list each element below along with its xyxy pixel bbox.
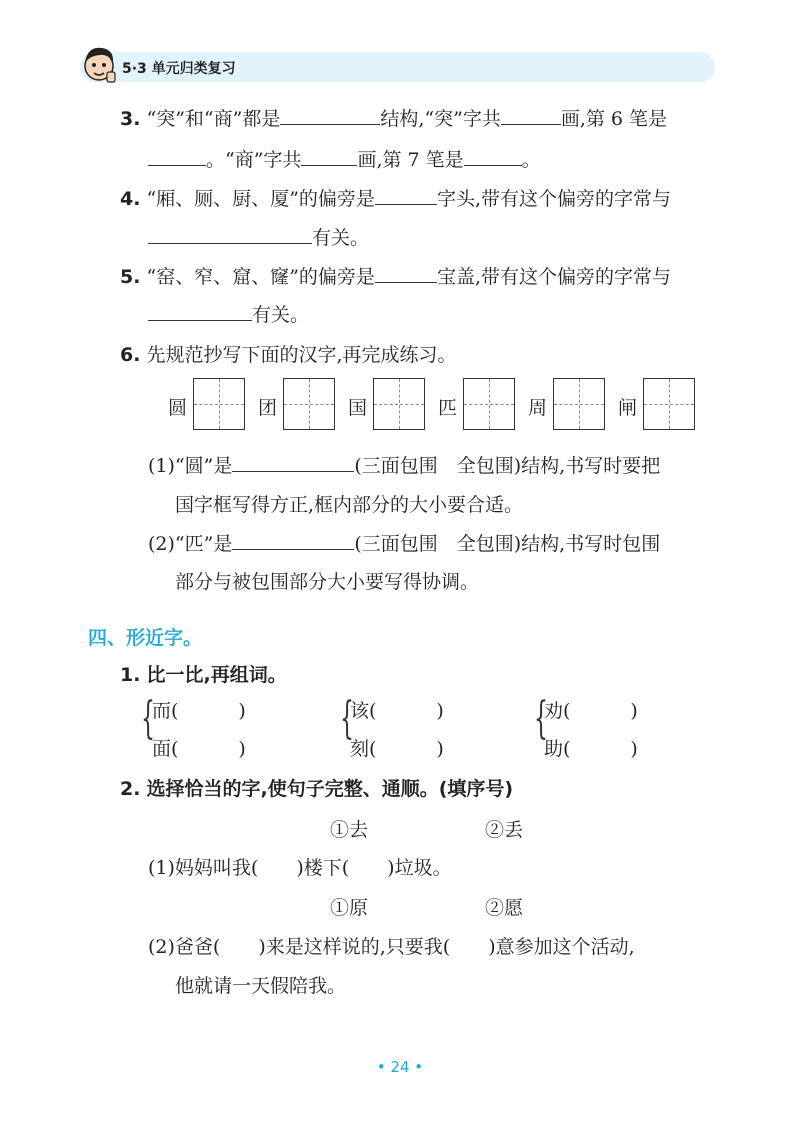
grid-char-6: 闸 (618, 397, 638, 419)
answer-blank[interactable] (501, 108, 561, 125)
tian-grid-box[interactable] (643, 378, 695, 430)
answer-blank[interactable] (232, 533, 354, 550)
page-number: • 24 • (376, 1058, 424, 1076)
grid-char-5: 周 (528, 397, 548, 419)
p2-sub1: (1)妈妈叫我( )楼下( )垃圾。 (148, 857, 452, 879)
answer-blank[interactable] (148, 227, 312, 244)
option-2b: ②愿 (485, 897, 524, 919)
answer-blank[interactable] (375, 266, 437, 283)
answer-blank[interactable] (148, 149, 206, 166)
q6-sub2-line1: (2)“匹”是 (三面包围 全包围)结构,书写时包围 (148, 533, 661, 555)
tian-grid-box[interactable] (463, 378, 515, 430)
header-title: 5·3 单元归类复习 (122, 61, 236, 77)
answer-blank[interactable] (375, 188, 437, 205)
answer-blank[interactable] (301, 149, 357, 166)
q4-line1: 4. “厢、厕、厨、厦”的偏旁是 字头,带有这个偏旁的字常与 (120, 188, 671, 210)
q5-line2: 有关。 (148, 300, 309, 327)
answer-blank[interactable] (280, 108, 380, 125)
q3-line1: 3. “突”和“商”都是 结构,“突”字共 画,第 6 笔是 (120, 108, 668, 130)
q6-prompt: 6. 先规范抄写下面的汉字,再完成练习。 (120, 344, 457, 366)
option-1a: ①去 (330, 819, 369, 841)
q3-line2: 。“商”字共 画,第 7 笔是 。 (148, 145, 541, 172)
q6-sub1-line1: (1)“圆”是 (三面包围 全包围)结构,书写时要把 (148, 455, 661, 477)
p2-prompt: 2. 选择恰当的字,使句子完整、通顺。(填序号) (120, 778, 514, 800)
tian-grid-box[interactable] (283, 378, 335, 430)
tian-grid-box[interactable] (553, 378, 605, 430)
option-2a: ①原 (330, 897, 369, 919)
answer-blank[interactable] (148, 304, 252, 321)
tian-grid-box[interactable] (373, 378, 425, 430)
grid-char-2: 团 (258, 397, 278, 419)
compare-group-1-bottom: 面( ) (152, 738, 246, 760)
brace: { (141, 693, 155, 744)
grid-char-3: 国 (348, 397, 368, 419)
brace: { (340, 693, 354, 744)
tian-grid-box[interactable] (193, 378, 245, 430)
p1-prompt: 1. 比一比,再组词。 (120, 664, 287, 686)
grid-char-1: 圆 (168, 397, 188, 419)
compare-group-2-top: 该( ) (350, 700, 444, 722)
compare-group-1-top: 而( ) (152, 700, 246, 722)
q4-line2: 有关。 (148, 223, 369, 250)
p2-sub2-line2: 他就请一天假陪我。 (175, 975, 347, 997)
q6-sub1-line2: 国字框写得方正,框内部分的大小要合适。 (175, 494, 524, 516)
p2-sub2-line1: (2)爸爸( )来是这样说的,只要我( )意参加这个活动, (148, 936, 635, 958)
q6-sub2-line2: 部分与被包围部分大小要写得协调。 (175, 571, 480, 593)
option-1b: ②丢 (485, 819, 524, 841)
section-title: 四、形近字。 (88, 627, 203, 649)
answer-blank[interactable] (232, 455, 354, 472)
compare-group-3-top: 劝( ) (544, 700, 638, 722)
answer-blank[interactable] (464, 149, 522, 166)
compare-group-3-bottom: 助( ) (544, 738, 638, 760)
cartoon-boy-icon (80, 44, 118, 84)
compare-group-2-bottom: 刻( ) (350, 738, 444, 760)
q5-line1: 5. “窑、窄、窟、窿”的偏旁是 宝盖,带有这个偏旁的字常与 (120, 266, 671, 288)
grid-char-4: 匹 (438, 397, 458, 419)
brace: { (534, 693, 548, 744)
